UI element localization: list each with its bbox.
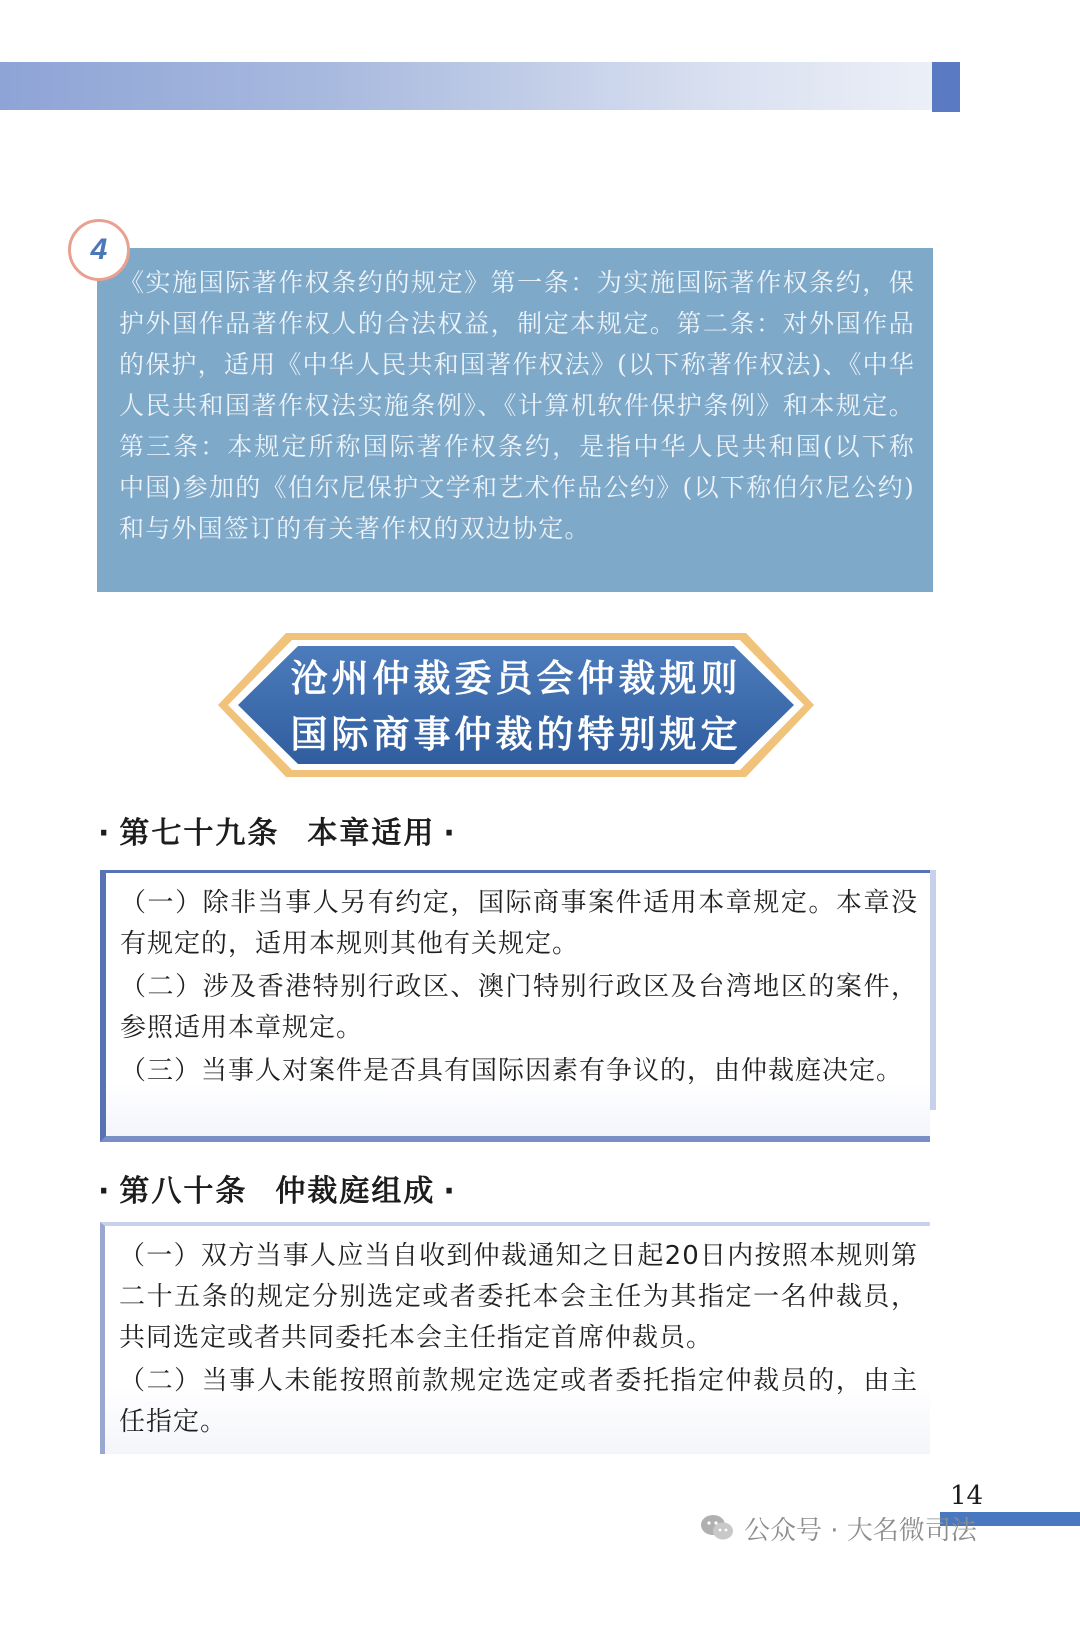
article-paragraph: （二）涉及香港特别行政区、澳门特别行政区及台湾地区的案件，参照适用本章规定。 [120,972,918,1043]
wechat-icon [700,1513,734,1543]
header-band-accent [932,62,960,112]
header-band [0,62,960,110]
article-body [100,1222,930,1454]
note-text: 《实施国际著作权条约的规定》第一条：为实施国际著作权条约，保护外国作品著作权人的合法权益，制定本规定。第二条：对外国作品的保护，适用《中华人民共和国著作权法》(以下称著作权法)、《中华人民共和国著作权法实施条例》、《计算机软件保护条例》和本规定。第三条：本规定所称国际著作权条约，是指中华人民共和国(以下称中国)参加的《伯尔尼保护文学和艺术作品公约》(以下称伯尔尼公约)和与外国签订的有关著作权的双边协定。 [119,268,915,543]
title-banner [216,631,816,779]
article-paragraph: （一）双方当事人应当自收到仲裁通知之日起20日内按照本规则第二十五条的规定分别选定或者委托本会主任为其指定一名仲裁员，共同选定或者共同委托本会主任指定首席仲裁员。 [119,1241,918,1353]
article-heading: · 第七十九条 本章适用 · [98,816,457,851]
article-number: 第八十条 [119,1174,248,1209]
article-paragraph: （二）当事人未能按照前款规定选定或者委托指定仲裁员的，由主任指定。 [119,1366,918,1437]
banner-title [216,651,816,763]
note-number-badge: 4 [68,219,130,281]
banner-line-1: 沧州仲裁委员会仲裁规则 [290,657,742,700]
article-paragraph: （一）除非当事人另有约定，国际商事案件适用本章规定。本章没有规定的，适用本规则其他有关规定。 [120,888,918,959]
article-number: 第七十九条 [119,816,280,851]
article-title: 仲裁庭组成 [275,1174,436,1209]
article-title: 本章适用 [307,816,436,851]
watermark-text: 公众号 · 大名微司法 [744,1515,977,1546]
article-paragraph: （三）当事人对案件是否具有国际因素有争议的，由仲裁庭决定。 [120,1056,904,1086]
watermark [700,1508,977,1548]
note-box [97,248,933,592]
article-heading: · 第八十条 仲裁庭组成 · [98,1174,457,1209]
page-number: 14 [950,1481,984,1511]
banner-line-2: 国际商事仲裁的特别规定 [290,713,742,756]
article-body [100,870,930,1142]
